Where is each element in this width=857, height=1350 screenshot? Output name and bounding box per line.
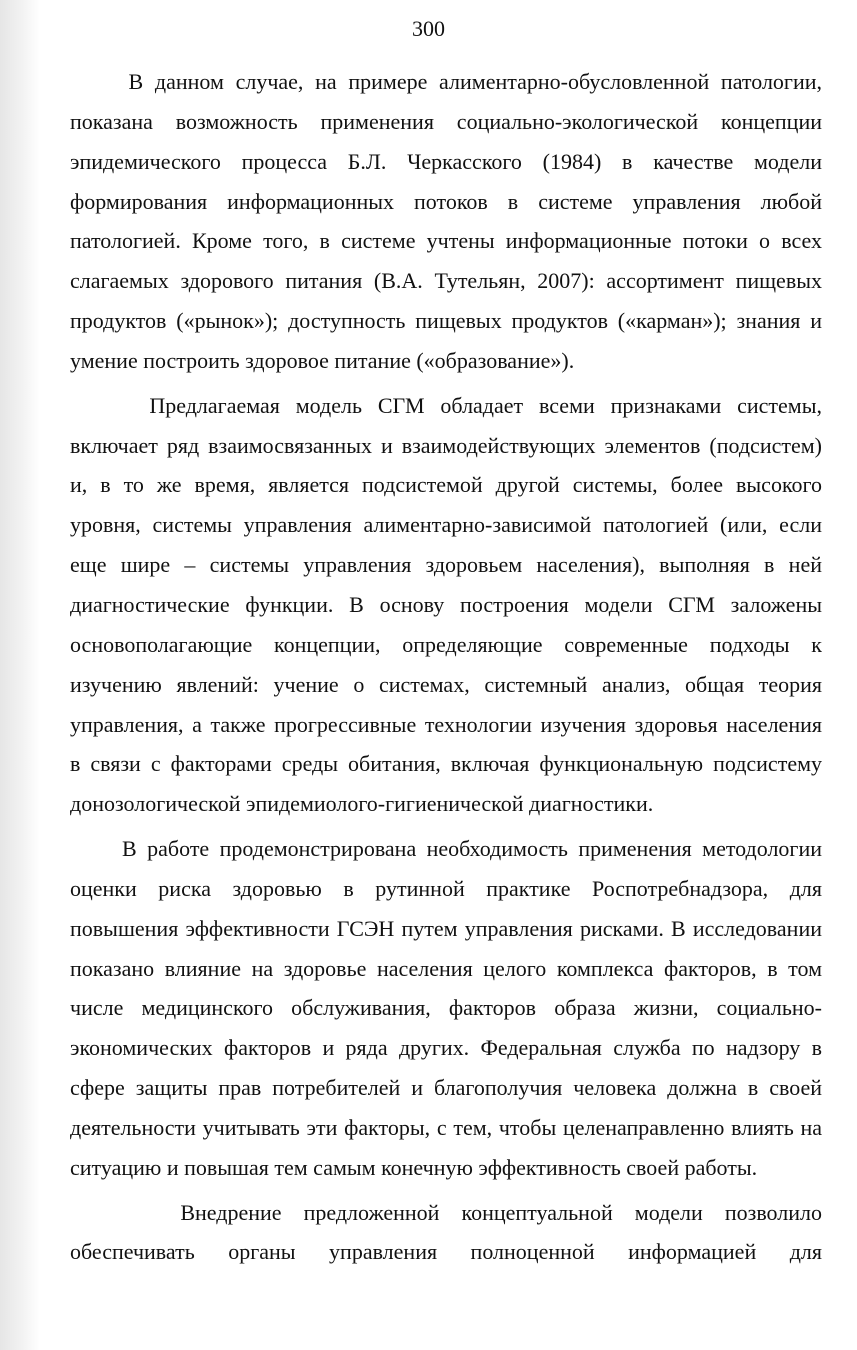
text-line: донозологической эпидемиолого-гигиенической диагностики.	[70, 791, 654, 817]
text-line: формирования информационных потоков в системе управления любой	[70, 188, 822, 214]
text-line: и, в то же время, является подсистемой другой системы, более высокого	[70, 472, 822, 498]
page-number: 300	[412, 16, 445, 41]
text-line: Предлагаемая модель СГМ обладает всеми признаками системы,	[70, 392, 822, 418]
text-line: слагаемых здорового питания (В.А. Тутельян, 2007): ассортимент пищевых	[70, 268, 822, 294]
text-line: показано влияние на здоровье населения целого комплекса факторов, в том	[70, 955, 822, 981]
scan-left-edge-shadow	[0, 0, 40, 1350]
text-line: сфере защиты прав потребителей и благополучия человека должна в своей	[70, 1075, 822, 1101]
text-line: ситуацию и повышая тем самым конечную эффективность своей работы.	[70, 1154, 758, 1180]
text-line: эпидемического процесса Б.Л. Черкасского (1984) в качестве модели	[70, 148, 822, 174]
text-line: продуктов («рынок»); доступность пищевых продуктов («карман»); знания и	[70, 308, 822, 334]
text-line: повышения эффективности ГСЭН путем управления рисками. В исследовании	[70, 915, 822, 941]
text-line: числе медицинского обслуживания, факторов образа жизни, социально-	[70, 995, 822, 1021]
text-line: экономических факторов и ряда других. Федеральная служба по надзору в	[70, 1035, 822, 1061]
text-line: диагностические функции. В основу построения модели СГМ заложены	[70, 591, 822, 617]
text-line: в связи с факторами среды обитания, включая функциональную подсистему	[70, 751, 822, 777]
text-line: В работе продемонстрирована необходимость применения методологии	[70, 836, 822, 862]
text-line: Внедрение предложенной концептуальной модели позволило	[70, 1199, 822, 1225]
text-line: еще шире – системы управления здоровьем населения), выполняя в ней	[70, 552, 822, 578]
text-line: В данном случае, на примере алиментарно-обусловленной патологии,	[70, 69, 822, 94]
text-line: основополагающие концепции, определяющие современные подходы к	[70, 631, 822, 657]
paragraph-1	[70, 62, 822, 381]
text-line: деятельности учитывать эти факторы, с тем, чтобы целенаправленно влиять на	[70, 1114, 822, 1140]
text-line: умение построить здоровое питание («образование»).	[70, 347, 575, 373]
text-line: оценки риска здоровью в рутинной практике Роспотребнадзора, для	[70, 875, 822, 901]
document-body	[70, 62, 822, 1272]
text-line: уровня, системы управления алиментарно-зависимой патологией (или, если	[70, 512, 822, 538]
text-line: показана возможность применения социально-экологической концепции	[70, 108, 822, 134]
text-line: обеспечивать органы управления полноценной информацией для	[70, 1239, 822, 1265]
text-line: включает ряд взаимосвязанных и взаимодействующих элементов (подсистем)	[70, 432, 822, 458]
text-line: изучению явлений: учение о системах, системный анализ, общая теория	[70, 671, 822, 697]
paragraph-4	[70, 1193, 822, 1273]
paragraph-3	[70, 829, 822, 1188]
text-line: управления, а также прогрессивные технологии изучения здоровья населения	[70, 711, 822, 737]
paragraph-2	[70, 386, 822, 824]
text-line: патологией. Кроме того, в системе учтены информационные потоки о всех	[70, 228, 822, 254]
